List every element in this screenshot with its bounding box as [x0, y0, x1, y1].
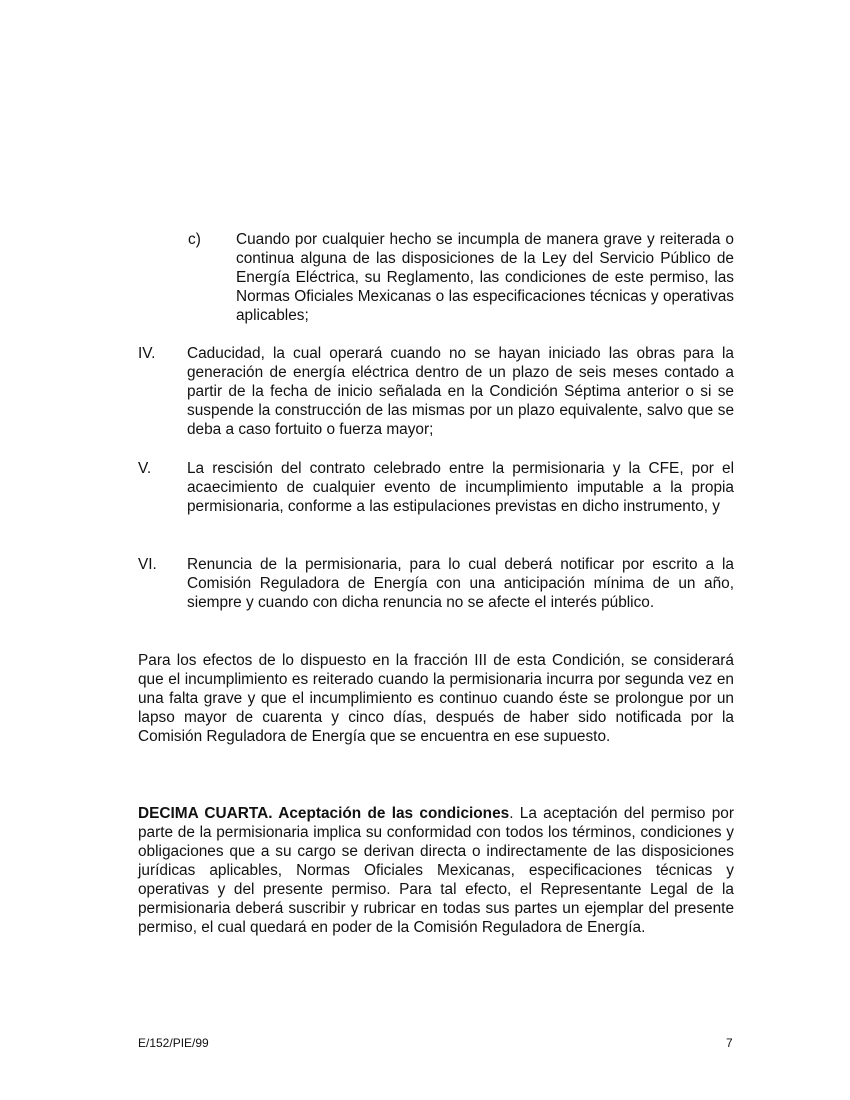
list-item-text: Caducidad, la cual operará cuando no se hayan iniciado las obras para la generación de energía eléctrica dentro de un plazo de seis meses contado a partir de la fecha de inicio señalada en la Condición Séptima anterior o si se suspende la construcción de las mismas por un plazo equivalente, salvo que se deba a caso fortuito o fuerza mayor;: [187, 345, 734, 438]
list-item-v: [138, 459, 734, 536]
list-item-label: VI.: [138, 556, 157, 573]
clause-paragraph: [138, 804, 734, 937]
clause-text: La aceptación del permiso por parte de la permisionaria implica su conformidad con todos los términos, condiciones y obligaciones que a su cargo se derivan directa o indirectamente de las disposiciones jurídicas aplicables, Normas Oficiales Mexicanas, especificaciones técnicas y operativas y del presente permiso. Para tal efecto, el Representante Legal de la permisionaria deberá suscribir y rubricar en todas sus partes un ejemplar del presente permiso, el cual quedará en poder de la Comisión Reguladora de Energía.: [138, 805, 734, 936]
clause-heading: DECIMA CUARTA. Aceptación de las condiciones: [138, 805, 510, 822]
list-item-text: Cuando por cualquier hecho se incumpla de manera grave y reiterada o continua alguna de las disposiciones de la Ley del Servicio Público de Energía Eléctrica, su Reglamento, las condiciones de este permiso, las Normas Oficiales Mexicanas o las especificaciones técnicas y operativas aplicables;: [236, 231, 734, 324]
list-item-vi: [138, 555, 734, 613]
body-paragraph: Para los efectos de lo dispuesto en la fracción III de esta Condición, se considerará que el incumplimiento es reiterado cuando la permisionaria incurra por segunda vez en una falta grave y que el incumplimiento es continuo cuando éste se prolongue por un lapso mayor de cuarenta y cinco días, después de haber sido notificada por la Comisión Reguladora de Energía que se encuentra en ese supuesto.: [138, 652, 734, 745]
list-item-text: La rescisión del contrato celebrado entre la permisionaria y la CFE, por el acaecimiento de cualquier evento de incumplimiento imputable a la propia permisionaria, conforme a las estipulaciones previstas en dicho instrumento, y: [187, 460, 734, 515]
page-number: 7: [726, 1036, 733, 1050]
list-item-label: IV.: [138, 345, 156, 362]
list-item-c: [188, 230, 734, 326]
list-item-label: V.: [138, 460, 152, 477]
list-item-iv: [138, 344, 734, 440]
list-item-text: Renuncia de la permisionaria, para lo cual deberá notificar por escrito a la Comisión Reguladora de Energía con una anticipación mínima de un año, siempre y cuando con dicha renuncia no se afecte el interés público.: [187, 556, 734, 611]
document-reference: E/152/PIE/99: [138, 1036, 209, 1050]
clause-heading-period: .: [509, 805, 514, 822]
list-item-label: c): [188, 231, 201, 248]
